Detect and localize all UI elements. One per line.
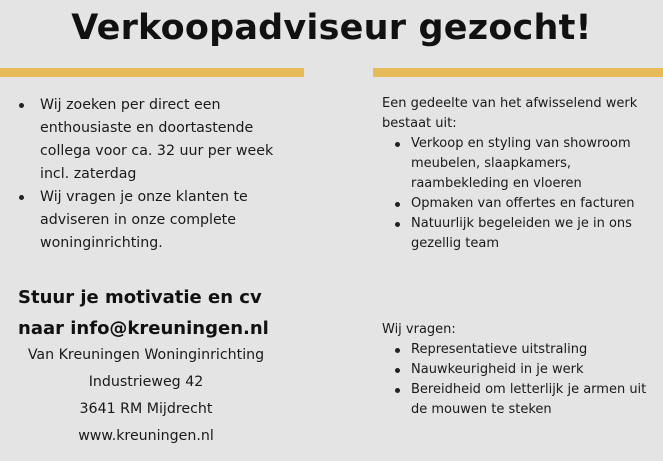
offer-list bbox=[18, 94, 298, 255]
requirements-intro: Wij vragen: bbox=[382, 322, 456, 337]
city: 3641 RM Mijdrecht bbox=[79, 401, 213, 417]
requirements-list bbox=[388, 340, 652, 420]
tasks-list bbox=[388, 134, 652, 254]
page-title: Verkoopadviseur gezocht! bbox=[71, 8, 592, 48]
tasks-section bbox=[382, 94, 652, 254]
list-item: Representatieve uitstraling bbox=[388, 340, 652, 360]
accent-bar-left bbox=[0, 68, 304, 77]
company-name: Van Kreuningen Woninginrichting bbox=[27, 347, 265, 363]
company-address bbox=[0, 342, 292, 450]
cta-line: Stuur je motivatie en cv bbox=[18, 287, 262, 308]
cta-email-line: naar info@kreuningen.nl bbox=[18, 318, 269, 339]
accent-bar-right bbox=[373, 68, 663, 77]
list-item: Wij vragen je onze klanten te adviseren in onze complete woninginrichting. bbox=[18, 186, 298, 255]
list-item: Natuurlijk begeleiden we je in ons gezellig team bbox=[388, 214, 652, 254]
list-item: Nauwkeurigheid in je werk bbox=[388, 360, 652, 380]
tasks-intro: Een gedeelte van het afwisselend werk bestaat uit: bbox=[382, 96, 638, 131]
requirements-section bbox=[382, 320, 652, 420]
website: www.kreuningen.nl bbox=[78, 428, 214, 444]
list-item: Bereidheid om letterlijk je armen uit de mouwen te steken bbox=[388, 380, 652, 420]
list-item: Verkoop en styling van showroom meubelen, slaapkamers, raambekleding en vloeren bbox=[388, 134, 652, 194]
list-item: Wij zoeken per direct een enthousiaste en doortastende collega voor ca. 32 uur per week incl. zaterdag bbox=[18, 94, 298, 186]
list-item: Opmaken van offertes en facturen bbox=[388, 194, 652, 214]
call-to-action bbox=[18, 282, 308, 344]
street: Industrieweg 42 bbox=[88, 374, 204, 390]
